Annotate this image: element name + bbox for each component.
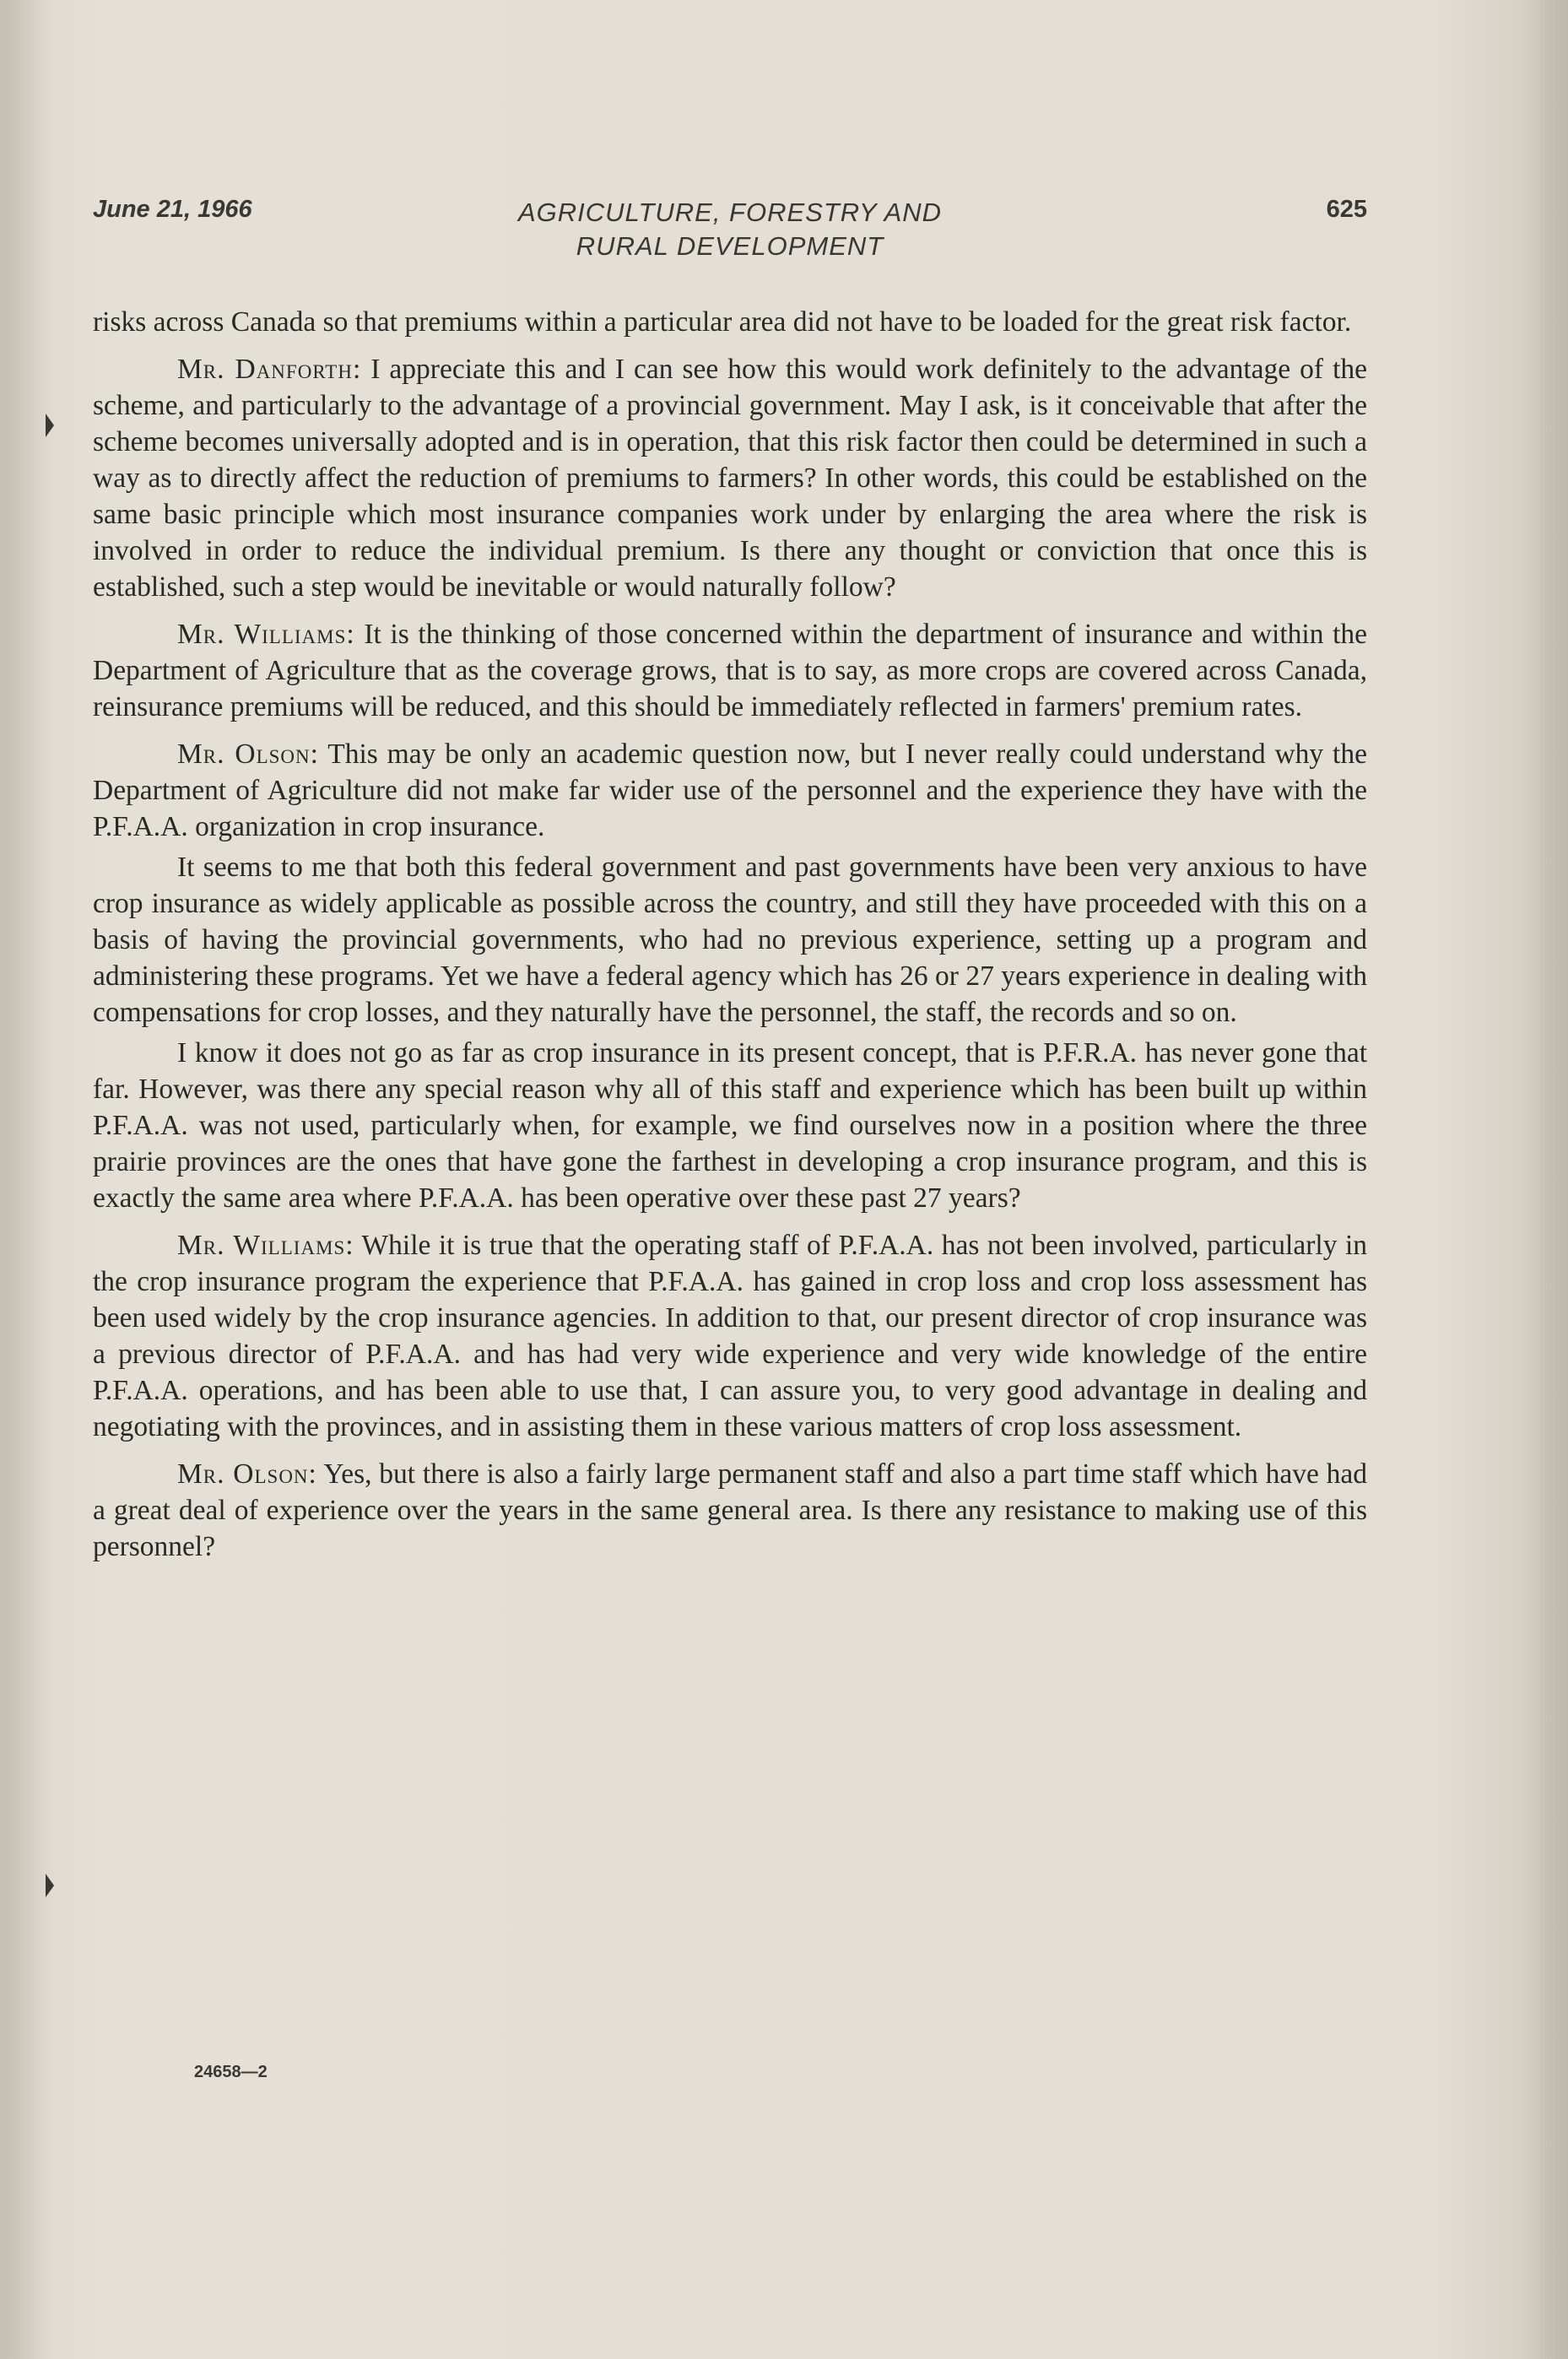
header-title-line2: RURAL DEVELOPMENT xyxy=(576,231,884,261)
header-title xyxy=(93,196,1367,263)
speaker-name: Mr. Williams: xyxy=(177,1230,354,1261)
paragraph-text: It seems to me that both this federal government and past governments have been very anxious to have crop insurance as widely applicable as possible across the country, and still they have proceeded with this on a basis of having the provincial governments, who had no previous experience, setting up a program and administering these programs. Yet we have a federal agency which has 26 or 27 years experience in dealing with compensations for crop losses, and they naturally have the personnel, the staff, the records and so on. xyxy=(93,852,1367,1028)
paragraph-olson-continued xyxy=(93,849,1367,1031)
paragraph-continuation xyxy=(93,304,1367,340)
header-date: June 21, 1966 xyxy=(93,196,252,223)
paragraph-williams xyxy=(93,616,1367,725)
paragraph-text: Yes, but there is also a fairly large permanent staff and also a part time staff which have had a great deal of experience over the years in the same general area. Is there any resistance to making use of this personnel? xyxy=(93,1458,1367,1562)
margin-mark-top xyxy=(46,414,54,437)
page-left-edge xyxy=(0,0,51,2359)
speaker-name: Mr. Danforth: xyxy=(177,354,362,385)
paragraph-olson xyxy=(93,1456,1367,1565)
paragraph-olson-continued xyxy=(93,1035,1367,1216)
paragraph-text: I know it does not go as far as crop insurance in its present concept, that is P.F.R.A. has never gone that far. However, was there any special reason why all of this staff and experience which has been built up within P.F.A.A. was not used, particularly when, for example, we find ourselves now in a position where the three prairie provinces are the ones that have gone the farthest in developing a crop insurance program, and this is exactly the same area where P.F.A.A. has been operative over these past 27 years? xyxy=(93,1037,1367,1214)
header-title-line1: AGRICULTURE, FORESTRY AND xyxy=(517,197,943,227)
page-number: 625 xyxy=(1326,196,1367,223)
paragraph-olson xyxy=(93,736,1367,845)
paragraph-text: It is the thinking of those concerned within the department of insurance and within the Department of Agriculture that as the coverage grows, that is to say, as more crops are covered across Canada, reinsurance premiums will be reduced, and this should be immediately reflected in farmers' premium rates. xyxy=(93,619,1368,722)
paragraph-williams xyxy=(93,1227,1367,1445)
page-right-edge xyxy=(1526,0,1568,2359)
margin-mark-bottom xyxy=(46,1874,54,1897)
paragraph-text: I appreciate this and I can see how this would work definitely to the advantage of the scheme, and particularly to the advantage of a provincial government. May I ask, is it conceivable that after the scheme becomes universally adopted and is in operation, that this risk factor then could be determined in such a way as to directly affect the reduction of premiums to farmers? In other words, this could be established on the same basic principle which most insurance companies work under by enlarging the area where the risk is involved in order to reduce the individual premium. Is there any thought or conviction that once this is established, such a step would be inevitable or would naturally follow? xyxy=(93,354,1368,603)
speaker-name: Mr. Olson: xyxy=(177,1458,317,1490)
speaker-name: Mr. Olson: xyxy=(177,739,319,770)
running-header xyxy=(93,196,1367,280)
transcript-body xyxy=(93,304,1367,1576)
paragraph-danforth xyxy=(93,351,1367,605)
printer-signature-code: 24658—2 xyxy=(194,2063,268,2081)
paragraph-text: risks across Canada so that premiums within a particular area did not have to be loaded for the great risk factor. xyxy=(93,306,1352,338)
paragraph-text: This may be only an academic question now, but I never really could understand why the Department of Agriculture did not make far wider use of the personnel and the experience they have with the P.F.A.A. organization in crop insurance. xyxy=(93,739,1367,842)
speaker-name: Mr. Williams: xyxy=(177,619,355,650)
paragraph-text: While it is true that the operating staff of P.F.A.A. has not been involved, particularly in the crop insurance program the experience that P.F.A.A. has gained in crop loss and crop loss assessment has been used widely by the crop insurance agencies. In addition to that, our present director of crop insurance was a previous director of P.F.A.A. and has had very wide experience and very wide knowledge of the entire P.F.A.A. operations, and has been able to use that, I can assure you, to very good advantage in dealing and negotiating with the provinces, and in assisting them in these various matters of crop loss assessment. xyxy=(93,1230,1368,1442)
